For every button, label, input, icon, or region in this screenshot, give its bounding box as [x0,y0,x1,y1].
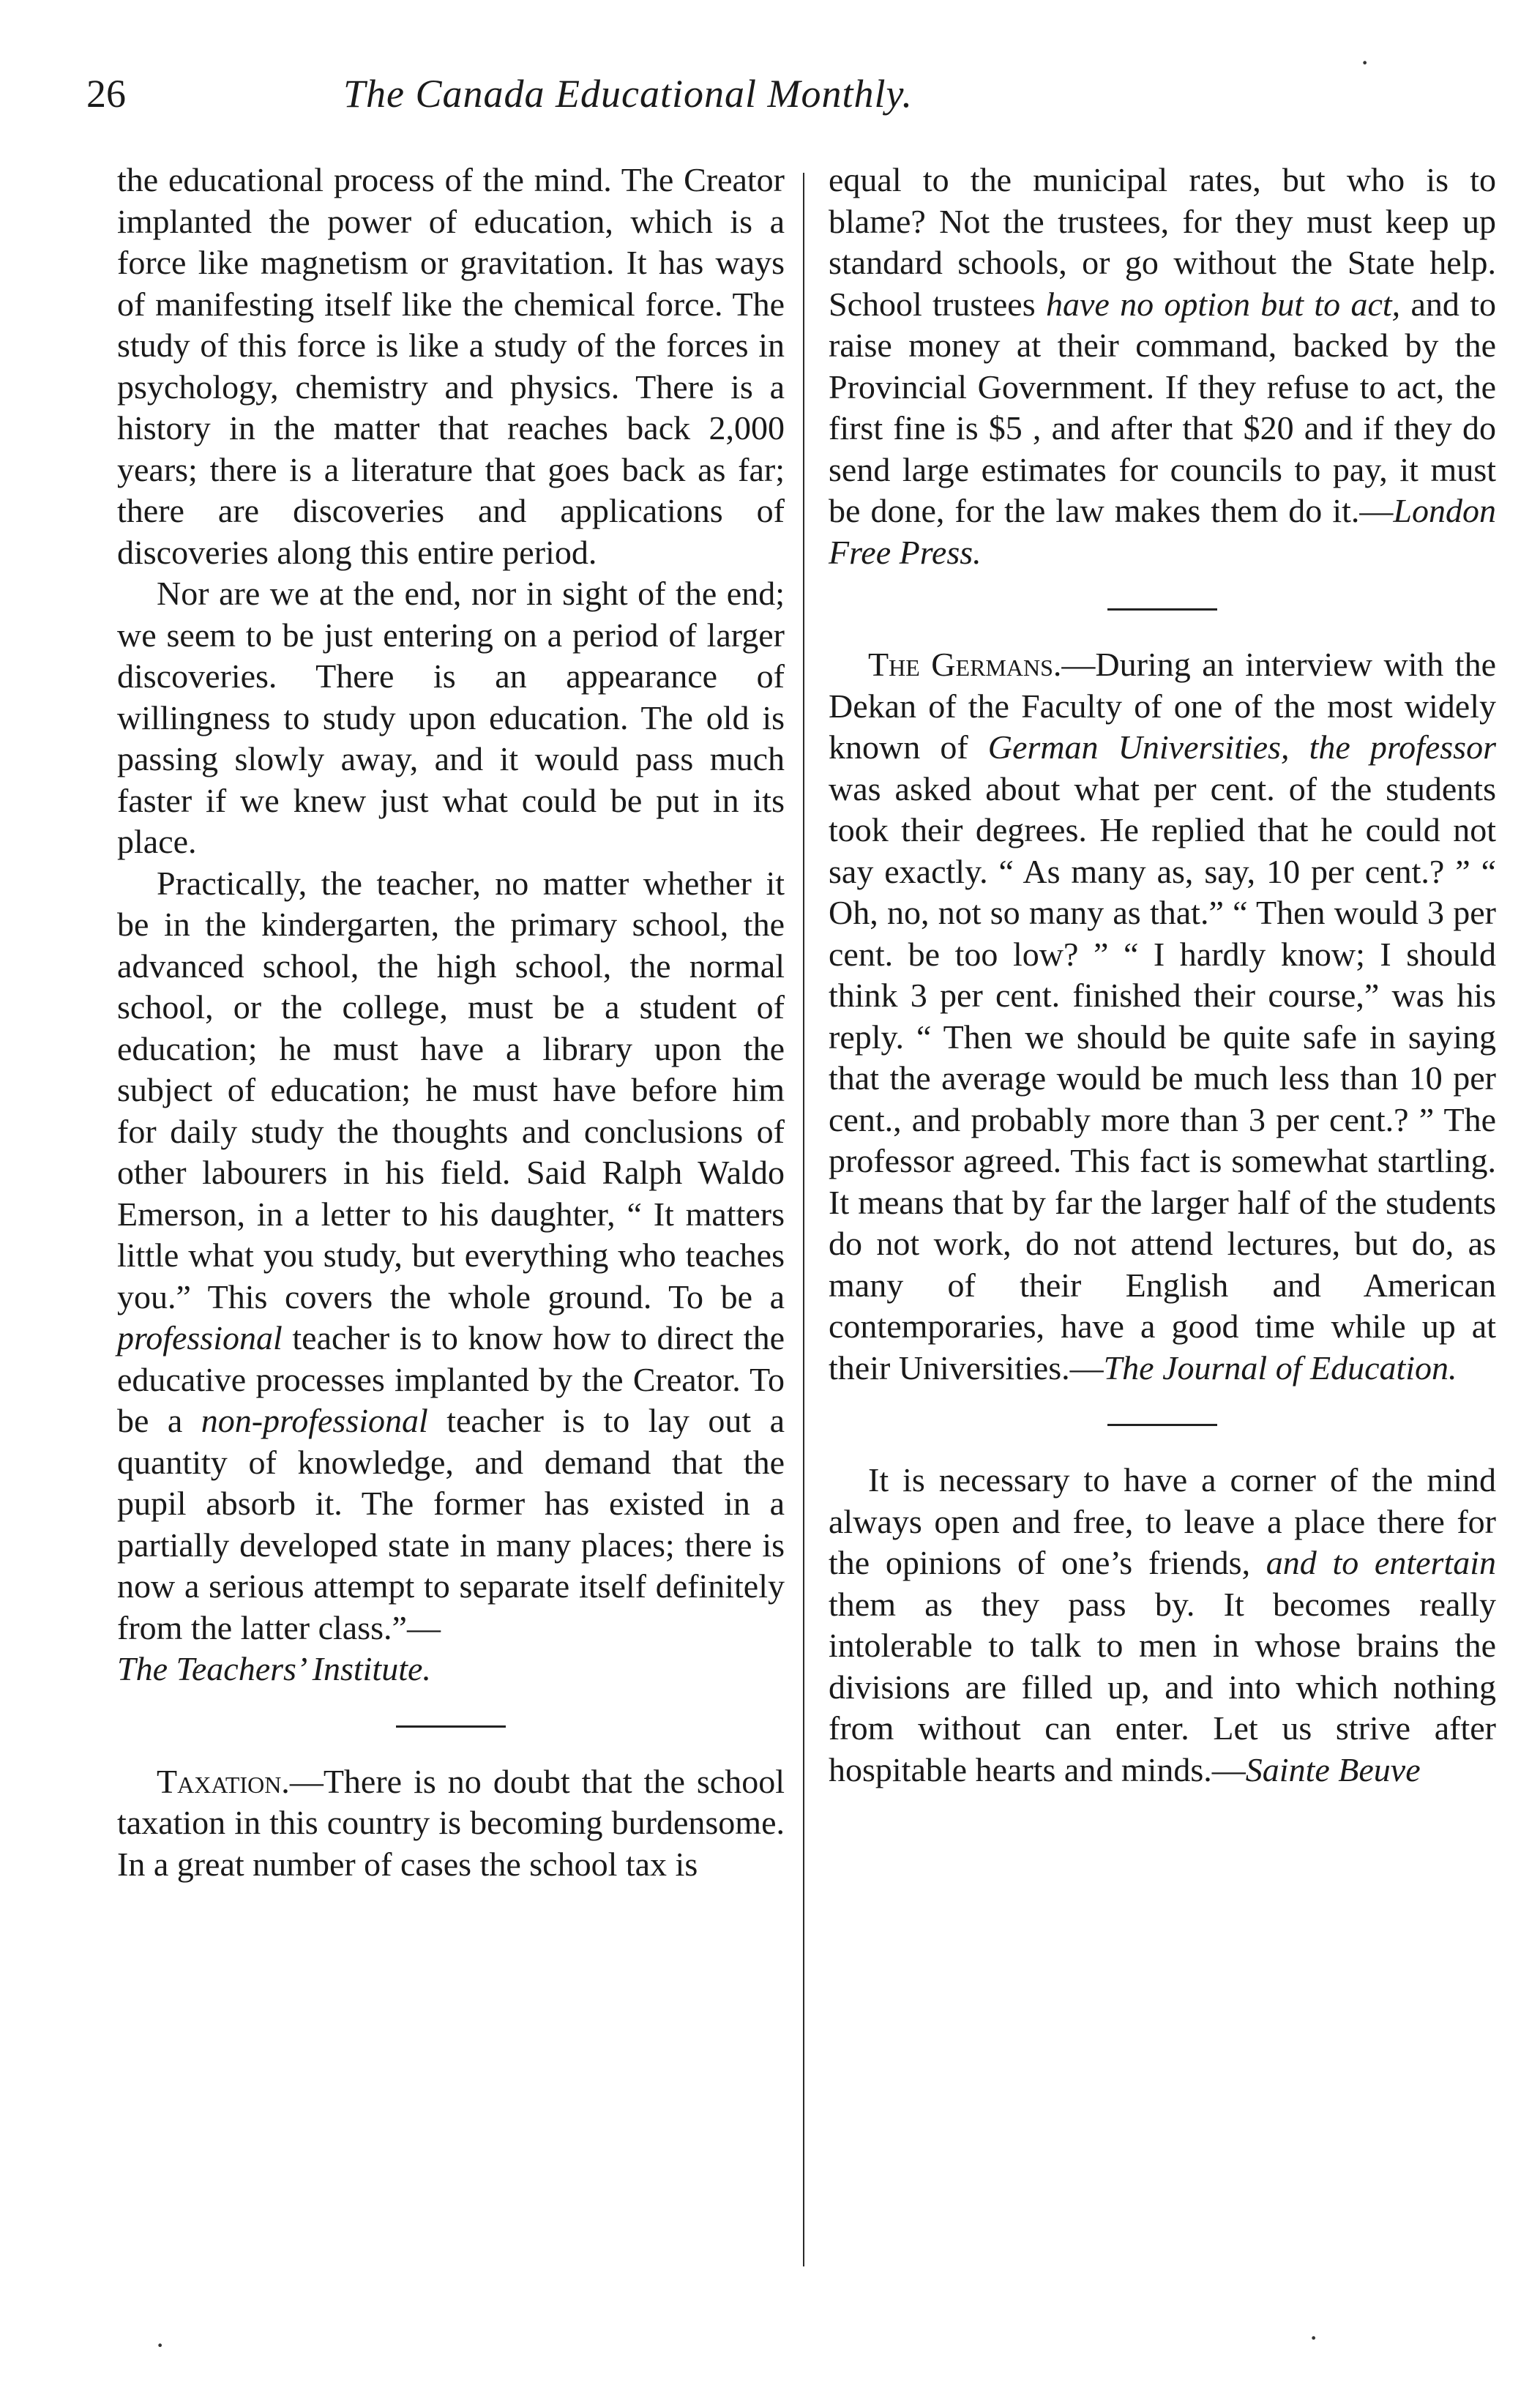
section-heading-taxation: Taxation. [157,1762,290,1800]
left-column [117,160,785,1885]
right-column [829,160,1496,1791]
paragraph-practically-teacher [117,863,785,1690]
emphasis-to-entertain: and to entertain [1266,1544,1497,1581]
emphasis-non-professional: non-professional [201,1402,428,1439]
section-heading-germans: The Germans. [868,646,1062,683]
paragraph-educational-process: the educational process of the mind. The Creator implanted the power of education, which is a force like magnetism or gravitation. It has ways of manifesting itself like the chemical force. The study of this force is like a study of the forces in psychology, chemistry and physics. There is a history in the matter that reaches back 2,000 years; there is a literature that goes back as far; there are discoveries and applications of discoveries along this entire period. [117,161,785,571]
attribution-sainte-beuve: Sainte Beuve [1245,1750,1421,1788]
text-run: Practically, the teacher, no matter whether it be in the kindergarten, the primary school, the advanced school, the high school, the normal school, or the college, must be a student of education; he must have a library upon the subject of education; he must have before him for daily study the thoughts and conclusions of other labourers in his field. Said Ralph Waldo Emerson, in a letter to his daughter, “ It matters little what you study, but everything who teaches you.” This covers the whole ground. To be a [117,864,785,1316]
text-run: It is necessary to have a corner of the mind always open and free, to leave a place there for the opinions of one’s friends, [829,1461,1496,1581]
paragraph-germans [829,644,1496,1389]
text-run: —During an interview with the Dekan of the Faculty of one of the most widely known of [829,646,1496,766]
section-divider [1107,1424,1217,1426]
column-divider [803,173,804,2266]
page-header [86,64,1170,123]
print-speck: · [1360,46,1370,79]
section-divider [1107,608,1217,611]
attribution-london-free-press: London Free Press. [829,492,1496,571]
text-run: equal to the municipal rates, but who is to blame? Not the trustees, for they must keep up standard schools, or go without the State help. School trustees [829,161,1496,323]
emphasis-professional: professional [117,1319,283,1356]
paragraph-taxation [117,1761,785,1886]
attribution-journal-of-education: The Journal of Education. [1103,1348,1457,1387]
text-run: —There is no doubt that the school taxation in this country is becoming burdensome. In a great number of cases the school tax is [117,1762,785,1883]
emphasis-german-universities: German Universities, the professor [987,728,1496,766]
text-run: teacher is to lay out a quantity of knowledge, and demand that the pupil absorb it. The former has existed in a partially developed state in many places; there is now a serious attempt to separate itself definitely from the latter class.”— [117,1402,785,1646]
paragraph-end-in-sight: Nor are we at the end, nor in sight of the end; we seem to be just entering on a period of larger discoveries. There is an appearance of willingness to study upon education. The old is passing slowly away, and it would pass much faster if we knew just what could be put in its place. [117,575,785,860]
text-run: was asked about what per cent. of the students took their degrees. He replied that he could not say exactly. “ As many as, say, 10 per cent.? ” “ Oh, no, not so many as that.” “ Then would 3 per cent. be too low? ” “ I hardly know; I should think 3 per cent. finished their course,” was his reply. “ Then we should be quite safe in saying that the average would be much less than 10 per cent., and probably more than 3 per cent.? ” The professor agreed. This fact is somewhat startling. It means that by far the larger half of the students do not work, do not attend lectures, but do, as many of their English and American contemporaries, have a good time while up at their Universities.— [829,769,1496,1387]
paragraph-taxation-continued [829,160,1496,573]
paragraph-corner-of-mind [829,1460,1496,1791]
text-run: and to raise money at their command, backed by the Provincial Government. If they refuse to act, the first fine is $5 , and after that $20 and if they do send large estimates for councils to pay, it must be done, for the law makes them do it.— [829,285,1497,529]
text-run: teacher is to know how to direct the educative processes implanted by the Creator. To be a [117,1319,785,1439]
running-title: The Canada Educational Monthly. [343,72,913,116]
section-divider [396,1725,506,1728]
text-run: them as they pass by. It becomes really intolerable to talk to men in whose brains the divisions are filled up, and into which nothing from without can enter. Let us strive after hospitable hearts and minds.— [829,1585,1496,1788]
attribution-teachers-institute: The Teachers’ Institute. [117,1650,431,1687]
print-speck: · [155,2329,165,2362]
print-speck: · [1309,2321,1319,2354]
page-number: 26 [86,72,126,116]
emphasis-no-option: have no option but to act, [1045,285,1401,323]
